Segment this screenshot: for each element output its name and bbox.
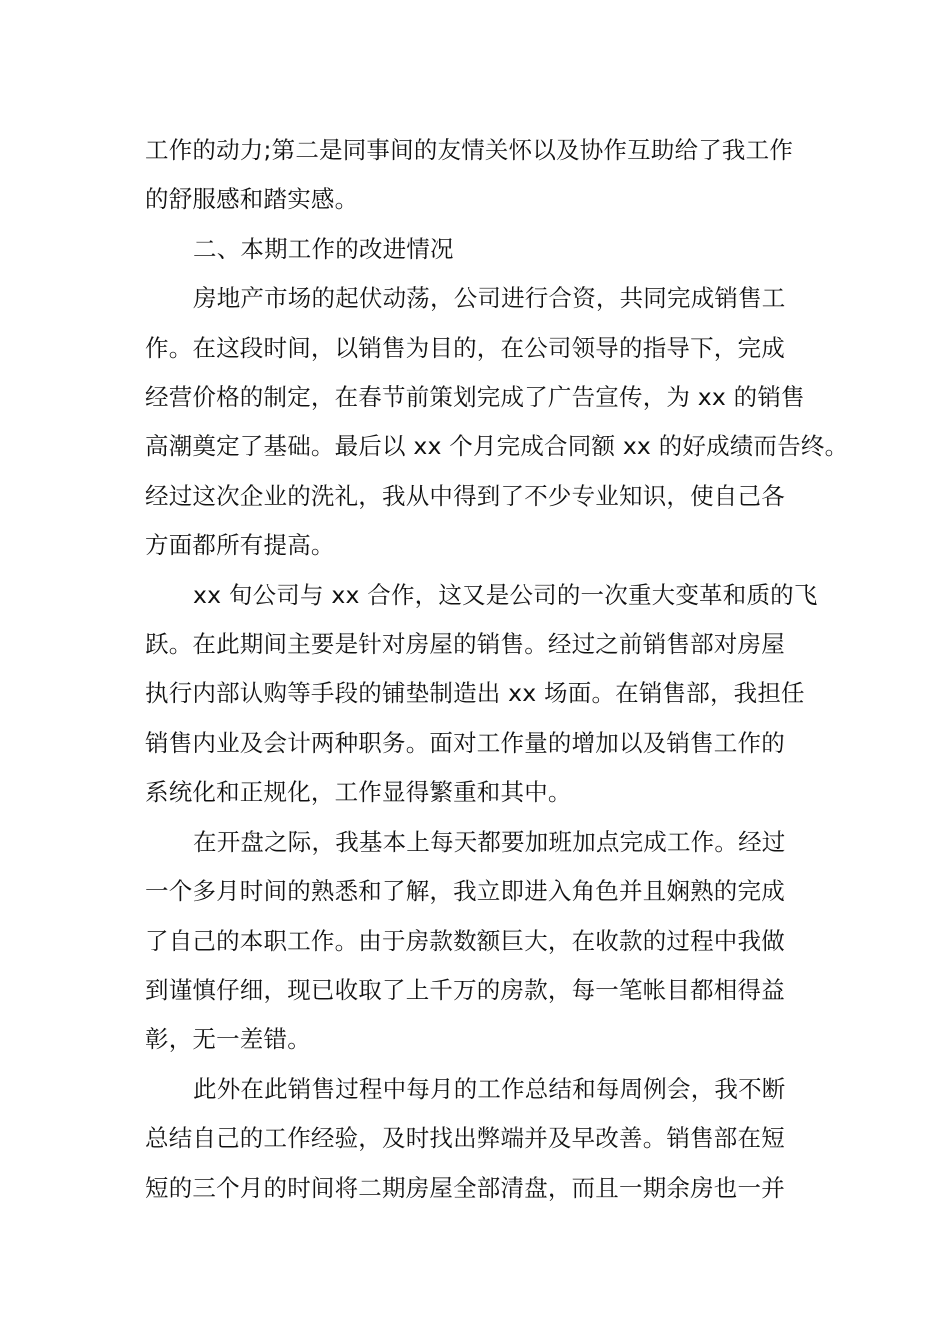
text-line: 到谨慎仔细，现已收取了上千万的房款，每一笔帐目都相得益 xyxy=(145,975,785,1004)
text-line: 了自己的本职工作。由于房款数额巨大，在收款的过程中我做 xyxy=(145,926,785,955)
text-line: 经过这次企业的洗礼，我从中得到了不少专业知识，使自己各 xyxy=(145,481,785,510)
text-line: 高潮奠定了基础。最后以 xx 个月完成合同额 xx 的好成绩而告终。 xyxy=(145,432,849,461)
text-line: 方面都所有提高。 xyxy=(145,531,335,560)
text-line: 执行内部认购等手段的铺垫制造出 xx 场面。在销售部，我担任 xyxy=(145,679,805,708)
text-line: 跃。在此期间主要是针对房屋的销售。经过之前销售部对房屋 xyxy=(145,630,785,659)
section-heading: 二、本期工作的改进情况 xyxy=(193,234,454,263)
text-line: 工作的动力;第二是同事间的友情关怀以及协作互助给了我工作 xyxy=(145,136,794,164)
text-line: 在开盘之际，我基本上每天都要加班加点完成工作。经过 xyxy=(193,827,786,856)
text-line: 短的三个月的时间将二期房屋全部清盘，而且一期余房也一并 xyxy=(145,1173,785,1202)
text-line: 作。在这段时间，以销售为目的，在公司领导的指导下，完成 xyxy=(145,333,785,362)
text-line: 一个多月时间的熟悉和了解，我立即进入角色并且娴熟的完成 xyxy=(145,877,785,906)
text-line: 系统化和正规化，工作显得繁重和其中。 xyxy=(145,778,572,807)
text-line: 房地产市场的起伏动荡，公司进行合资，共同完成销售工 xyxy=(193,284,786,313)
document-body xyxy=(145,126,849,1213)
text-line: 经营价格的制定，在春节前策划完成了广告宣传，为 xx 的销售 xyxy=(145,383,805,412)
text-line: 此外在此销售过程中每月的工作总结和每周例会，我不断 xyxy=(193,1074,786,1103)
text-line: 销售内业及会计两种职务。面对工作量的增加以及销售工作的 xyxy=(145,728,785,757)
text-line: 彰，无一差错。 xyxy=(145,1025,311,1054)
text-line: 的舒服感和踏实感。 xyxy=(145,185,359,214)
text-line: xx 旬公司与 xx 合作，这又是公司的一次重大变革和质的飞 xyxy=(193,580,818,609)
text-line: 总结自己的工作经验，及时找出弊端并及早改善。销售部在短 xyxy=(145,1124,785,1153)
